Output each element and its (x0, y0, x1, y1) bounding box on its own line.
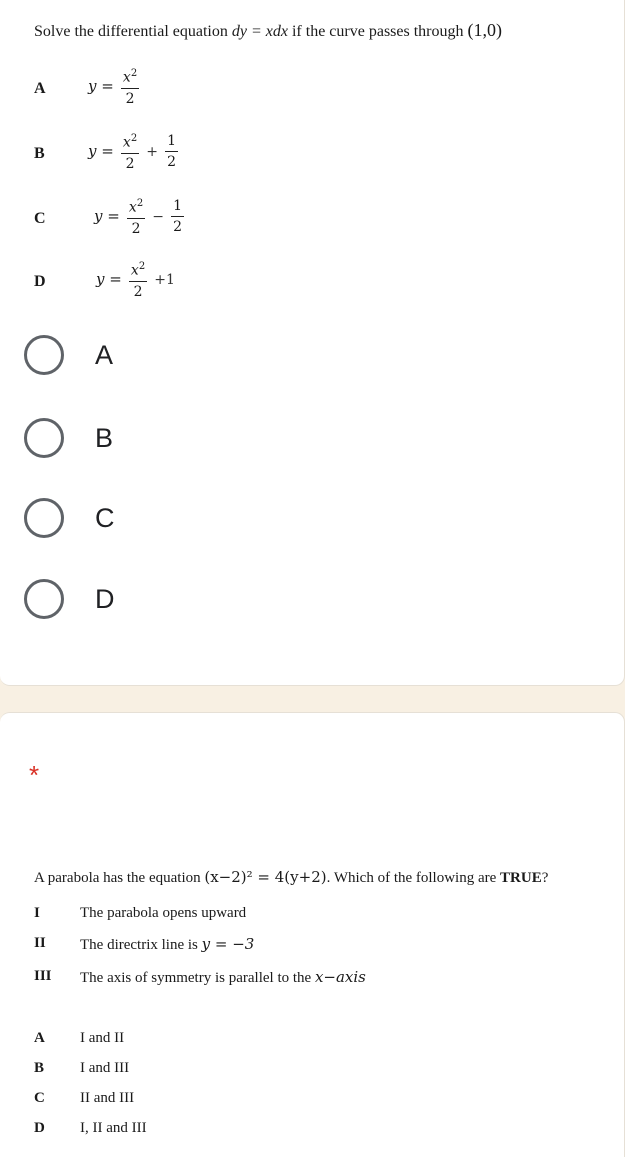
option-a-formula (88, 64, 141, 109)
radio-option-a[interactable] (24, 333, 113, 377)
option-b-lhs: y = (88, 141, 114, 160)
option-c-formula: y = $\frac{x^2}{2}$ − $\frac{1}{2}$ (94, 194, 186, 239)
radio-option-d[interactable] (24, 577, 115, 621)
radio-option-c[interactable] (24, 496, 115, 540)
question-2-equation: (x−2)² = 4(y+2) (204, 868, 327, 886)
radio-button-b[interactable] (24, 418, 64, 458)
question-1-equation: dy = xdx (231, 23, 288, 40)
answer-a-letter: A (34, 1030, 45, 1046)
option-d-letter: D (34, 273, 46, 290)
option-d-formula: y = $\frac{x^2}{2}$ +1 (96, 257, 175, 302)
option-b-fraction-2: $\frac{1}{2}$ (167, 132, 177, 170)
radio-button-d[interactable] (24, 579, 64, 619)
answer-c-text: II and III (80, 1090, 135, 1106)
radio-button-c[interactable] (24, 498, 64, 538)
radio-label-d[interactable]: D (95, 583, 115, 614)
required-marker: * (29, 760, 40, 790)
option-c-lhs: y = (94, 206, 120, 225)
statement-2-numeral: II (34, 935, 46, 951)
statement-3-numeral: III (34, 968, 52, 984)
radio-label-c[interactable]: C (95, 502, 115, 533)
question-1-text (34, 20, 502, 41)
option-c-fraction-1: $\frac{x^2}{2}$ (127, 194, 145, 239)
option-d-lhs: y = (96, 269, 122, 288)
question-1-prefix: Solve the differential equation (34, 23, 228, 40)
statement-2-text: The directrix line is y = −3 (80, 935, 255, 953)
option-b-letter: B (34, 145, 45, 162)
option-a-lhs: y = (88, 76, 114, 95)
answer-a-text: I and II (80, 1030, 125, 1046)
option-b-fraction-1: $\frac{x^2}{2}$ (121, 129, 139, 174)
option-a-letter: A (34, 80, 46, 97)
radio-option-b[interactable] (24, 416, 113, 460)
statement-1-numeral: I (34, 905, 40, 921)
answer-b-letter: B (34, 1060, 45, 1076)
statement-1-text: The parabola opens upward (80, 905, 247, 921)
statement-3-text: The axis of symmetry is parallel to the x−axis (80, 968, 366, 986)
question-2-emphasis: TRUE (500, 870, 542, 886)
answer-d-text: I, II and III (80, 1120, 147, 1136)
radio-label-b[interactable]: B (95, 422, 114, 453)
radio-button-a[interactable] (24, 335, 64, 375)
question-2-text: A parabola has the equation (x−2)² = 4(y+2). Which of the following are TRUE? (34, 868, 549, 886)
option-a-fraction: $\frac{x^2}{2}$ (121, 64, 139, 109)
question-1-middle: if the curve passes through (291, 23, 464, 40)
answer-b-text: I and III (80, 1060, 130, 1076)
option-c-letter: C (34, 210, 46, 227)
question-1-point: (1,0) (467, 20, 502, 40)
option-c-fraction-2: $\frac{1}{2}$ (173, 197, 183, 235)
answer-c-letter: C (34, 1090, 45, 1106)
radio-label-a[interactable]: A (95, 339, 114, 370)
option-b-formula: y = $\frac{x^2}{2}$ + $\frac{1}{2}$ (88, 129, 180, 174)
answer-d-letter: D (34, 1120, 45, 1136)
option-d-fraction: $\frac{x^2}{2}$ (129, 257, 147, 302)
